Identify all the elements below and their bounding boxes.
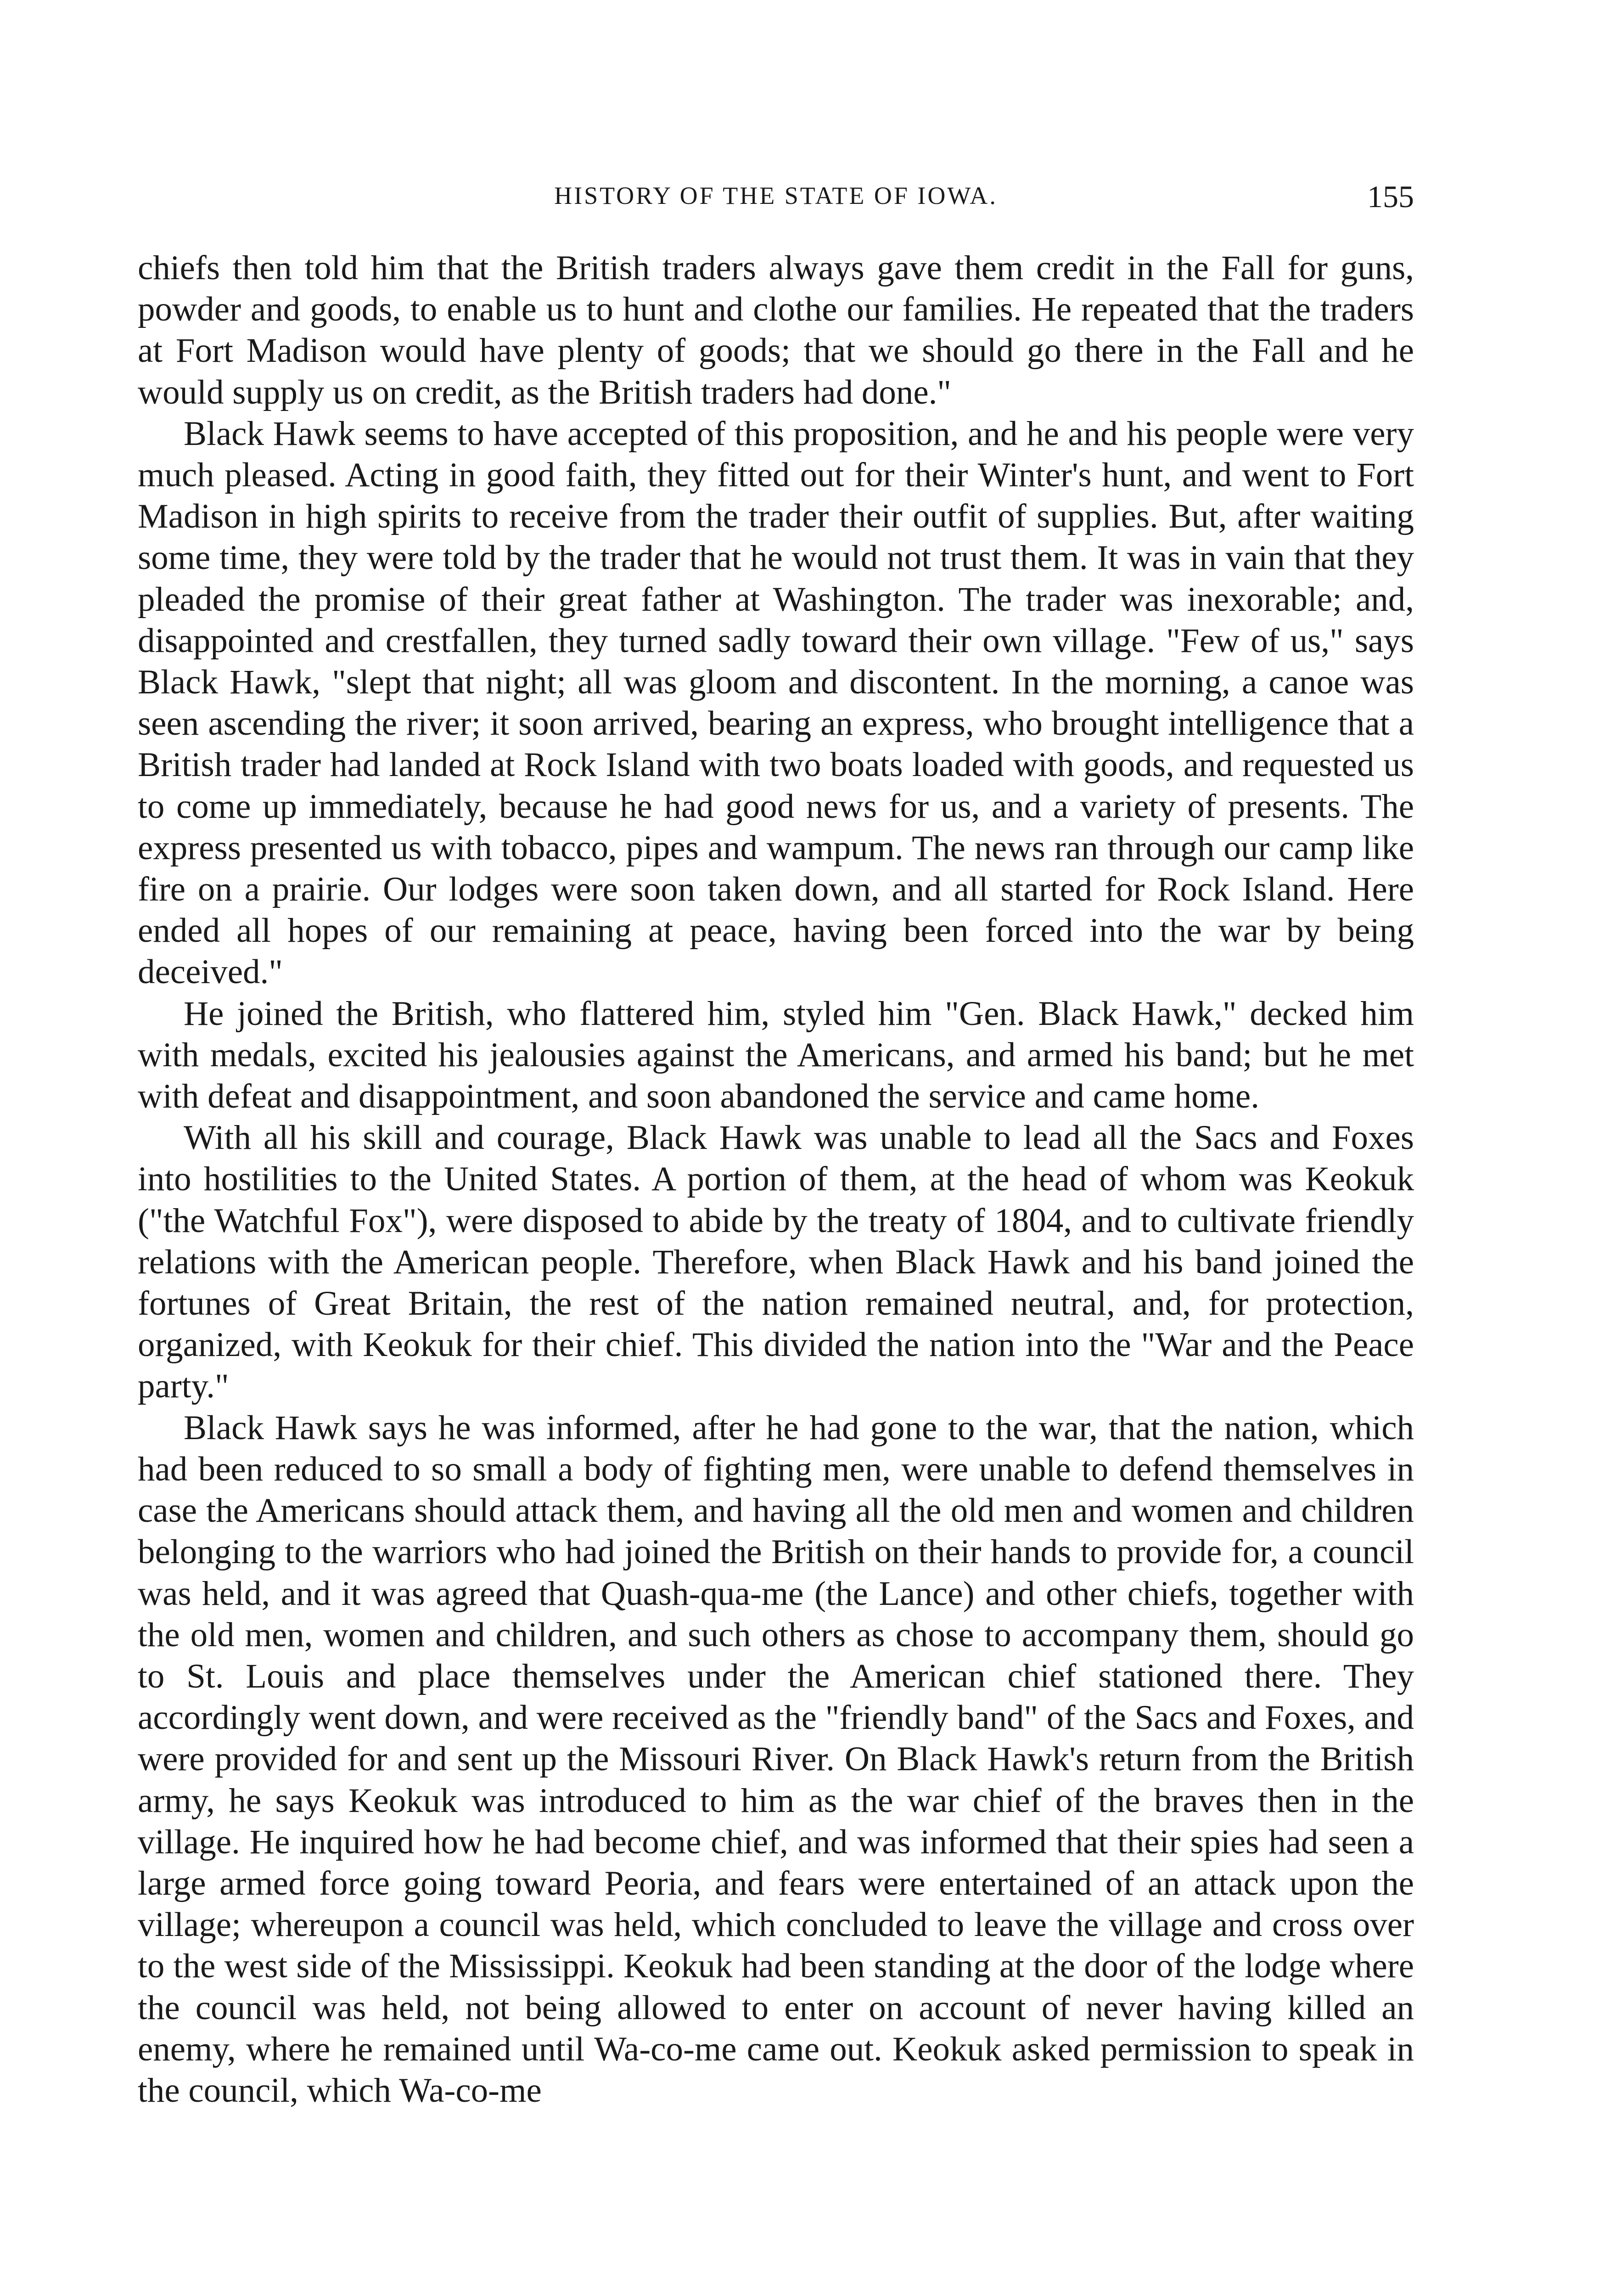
paragraph-4: With all his skill and courage, Black Hawk was unable to lead all the Sacs and Foxes into hostilities to the United States. A portion of them, at the head of whom was Keokuk ("the Watchful Fox"), were disposed to abide by the treaty of 1804, and to cultivate friendly relations with the American people. Therefore, when Black Hawk and his band joined the fortunes of Great Britain, the rest of the nation remained neutral, and, for protection, organized, with Keokuk for their chief. This divided the nation into the "War and the Peace party." bbox=[138, 1119, 1414, 1406]
paragraph-5: Black Hawk says he was informed, after he had gone to the war, that the nation, which had been reduced to so small a body of fighting men, were unable to defend themselves in case the Americans should attack them, and having all the old men and women and children belonging to the warriors who had joined the British on their hands to provide for, a council was held, and it was agreed that Quash-qua-me (the Lance) and other chiefs, together with the old men, women and children, and such others as chose to accompany them, should go to St. Louis and place themselves under the American chief stationed there. They accordingly went down, and were received as the "friendly band" of the Sacs and Foxes, and were provided for and sent up the Missouri River. On Black Hawk's return from the British army, he says Keokuk was introduced to him as the war chief of the braves then in the village. He inquired how he had become chief, and was informed that their spies had seen a large armed force going toward Peoria, and fears were entertained of an attack upon the village; whereupon a council was held, which concluded to leave the village and cross over to the west side of the Mississippi. Keokuk had been standing at the door of the lodge where the council was held, not being allowed to enter on account of never having killed an enemy, where he remained until Wa-co-me came out. Keokuk asked permission to speak in the council, which Wa-co-me bbox=[138, 1408, 1414, 2110]
paragraph-3: He joined the British, who flattered him, styled him "Gen. Black Hawk," decked him with medals, excited his jealousies against the Americans, and armed his band; but he met with defeat and disappointment, and soon abandoned the service and came home. bbox=[138, 994, 1414, 1116]
paragraph-1: chiefs then told him that the British traders always gave them credit in the Fall for guns, powder and goods, to enable us to hunt and clothe our families. He repeated that the traders at Fort Madison would have plenty of goods; that we should go there in the Fall and he would supply us on credit, as the British traders had done." bbox=[138, 249, 1414, 411]
page-header bbox=[138, 181, 1414, 223]
page-number: 155 bbox=[1367, 179, 1414, 214]
body-text bbox=[138, 248, 1414, 2111]
page bbox=[138, 181, 1414, 2111]
running-head: HISTORY OF THE STATE OF IOWA. bbox=[554, 182, 998, 209]
paragraph-2: Black Hawk seems to have accepted of this proposition, and he and his people were very much pleased. Acting in good faith, they fitted out for their Winter's hunt, and went to Fort Madison in high spirits to receive from the trader their outfit of supplies. But, after waiting some time, they were told by the trader that he would not trust them. It was in vain that they pleaded the promise of their great father at Washington. The trader was inexorable; and, disappointed and crestfallen, they turned sadly toward their own village. "Few of us," says Black Hawk, "slept that night; all was gloom and discontent. In the morning, a canoe was seen ascending the river; it soon arrived, bearing an express, who brought intelligence that a British trader had landed at Rock Island with two boats loaded with goods, and requested us to come up immediately, because he had good news for us, and a variety of presents. The express presented us with tobacco, pipes and wampum. The news ran through our camp like fire on a prairie. Our lodges were soon taken down, and all started for Rock Island. Here ended all hopes of our remaining at peace, having been forced into the war by being deceived." bbox=[138, 414, 1414, 991]
